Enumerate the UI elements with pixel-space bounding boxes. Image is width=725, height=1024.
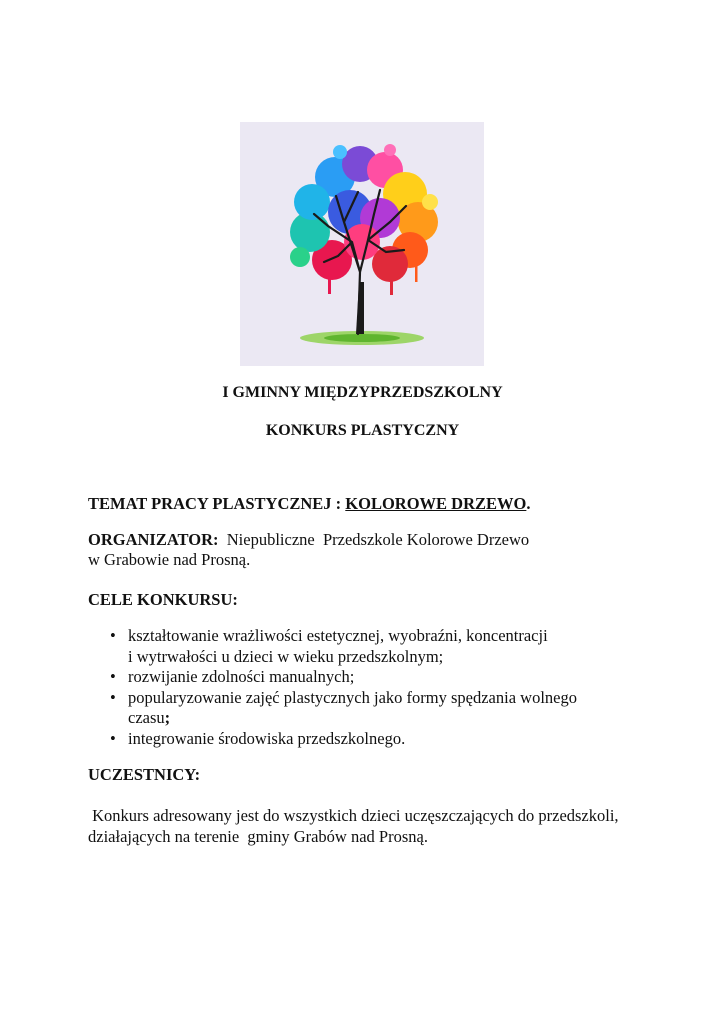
goal-semicolon: ;	[164, 708, 171, 727]
participants-heading: UCZESTNICY:	[88, 765, 201, 784]
topic-value: KOLOROWE DRZEWO	[345, 494, 527, 513]
goals-heading: CELE KONKURSU:	[88, 590, 238, 609]
organizer-line2: w Grabowie nad Prosną.	[88, 550, 251, 569]
goal-text-cont: i wytrwałości u dzieci w wieku przedszkolnym;	[128, 646, 444, 666]
goal-item	[110, 688, 577, 729]
goal-text: integrowanie środowiska przedszkolnego.	[128, 728, 406, 748]
topic-line	[88, 494, 531, 514]
goal-item	[110, 626, 577, 667]
colorful-tree-image	[240, 122, 484, 366]
contest-title-line1: I GMINNY MIĘDZYPRZEDSZKOLNY	[222, 384, 503, 401]
goal-item	[110, 667, 577, 688]
contest-title-line2: KONKURS PLASTYCZNY	[265, 422, 460, 439]
topic-suffix: .	[526, 494, 531, 513]
goal-text: kształtowanie wrażliwości estetycznej, wyobraźni, koncentracji	[128, 626, 548, 645]
goal-item	[110, 729, 577, 750]
goals-list	[110, 626, 577, 749]
topic-label: TEMAT PRACY PLASTYCZNEJ :	[88, 494, 346, 513]
participants-text-line2: działających na terenie gminy Grabów nad Prosną.	[88, 827, 428, 846]
participants-text-line1: Konkurs adresowany jest do wszystkich dzieci uczęszczających do przedszkoli,	[88, 806, 619, 825]
goal-text-cont: czasu	[128, 708, 165, 727]
organizer-name: Niepubliczne Przedszkole Kolorowe Drzewo	[218, 530, 530, 549]
goal-text: popularyzowanie zajęć plastycznych jako formy spędzania wolnego	[128, 687, 577, 707]
organizer-label: ORGANIZATOR:	[88, 530, 219, 549]
goal-text: rozwijanie zdolności manualnych;	[128, 667, 355, 686]
organizer-line1	[88, 530, 529, 550]
